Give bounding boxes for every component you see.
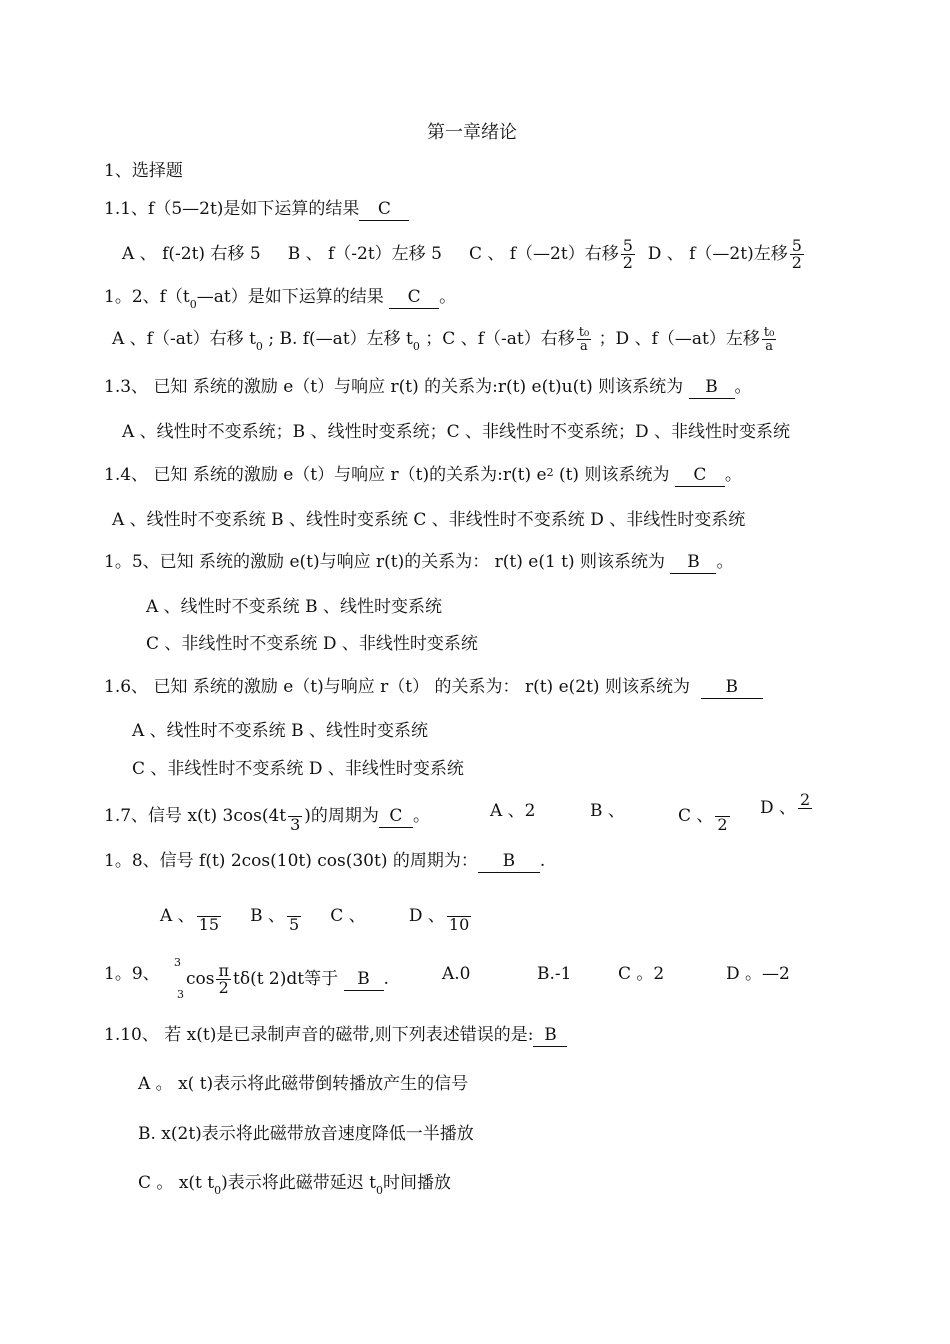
option-text: C 。 x(t t xyxy=(138,1173,215,1193)
question-1-5-options-ab: A 、线性时不变系统 B 、线性时变系统 xyxy=(146,597,442,617)
option-label: D 、 xyxy=(760,798,797,818)
question-1-10-option-b: B. x(2t)表示将此磁带放音速度降低一半播放 xyxy=(138,1124,474,1144)
question-1-6 xyxy=(104,676,763,699)
option-label: C 、 xyxy=(678,806,714,826)
option-c: C 、 xyxy=(330,906,366,926)
fraction: $\frac{\pi}{2}$ xyxy=(218,961,229,997)
page-title: 第一章绪论 xyxy=(427,122,517,143)
question-1-9-option-c: C 。2 xyxy=(618,964,665,984)
fraction: 2 xyxy=(798,792,812,825)
subscript: 0 xyxy=(375,1184,383,1197)
question-1-7-option-b: B 、 xyxy=(590,801,625,821)
subscript: 0 xyxy=(255,340,263,353)
question-1-7-option-a: A 、2 xyxy=(490,801,536,821)
cos-term: cos xyxy=(186,969,215,989)
fraction: 3 xyxy=(290,815,301,834)
option-a: A 、 f(-2t) 右移 5 xyxy=(122,244,261,264)
answer-blank: B xyxy=(533,1024,567,1047)
subscript: 0 xyxy=(189,298,197,311)
question-1-9 xyxy=(104,963,160,985)
answer-blank: B xyxy=(689,376,735,399)
option-b: B 、 f（-2t）左移 5 xyxy=(287,244,442,264)
question-1-3-options: A 、线性时不变系统；B 、线性时变系统；C 、非线性时不变系统；D 、非线性时变系统 xyxy=(122,422,791,442)
section-heading: 1、选择题 xyxy=(104,161,183,181)
question-1-10-option-a: A 。 x( t)表示将此磁带倒转播放产生的信号 xyxy=(138,1074,469,1094)
question-1-3 xyxy=(104,376,752,399)
integrand: tδ(t 2)dt xyxy=(233,969,305,989)
question-1-9-option-d: D 。—2 xyxy=(726,964,790,984)
punctuation: 。 xyxy=(412,806,430,826)
fraction: 15 xyxy=(198,915,220,934)
question-text: 1。2、f（t xyxy=(104,287,190,307)
question-1-7-option-d xyxy=(760,792,814,825)
option-c: C 、 f（—2t）右移 xyxy=(468,244,619,264)
fraction: 5 xyxy=(288,915,300,934)
question-1-2-options xyxy=(112,326,778,353)
question-1-8 xyxy=(104,850,545,873)
option-d: D 、 xyxy=(408,906,445,926)
option-d: ；D 、f（—at）左移 xyxy=(598,329,760,349)
punctuation: . xyxy=(383,969,389,989)
question-text: 1.4、 已知 系统的激励 e（t）与响应 r（t)的关系为:r(t) e xyxy=(104,465,547,485)
fraction: $\frac{\text{t₀}}{a}$ xyxy=(578,325,590,354)
option-b: B 、 xyxy=(250,906,285,926)
question-1-9-option-b: B.-1 xyxy=(537,964,572,984)
question-text: (t) 则该系统为 xyxy=(553,465,670,485)
question-1-1 xyxy=(104,198,409,221)
question-1-7-option-c xyxy=(678,800,732,833)
question-1-4 xyxy=(104,464,742,488)
question-1-8-options xyxy=(160,900,473,933)
option-text: 时间播放 xyxy=(382,1173,451,1193)
option-text: )表示将此磁带延迟 t xyxy=(221,1173,376,1193)
question-text: 1.10、 若 x(t)是已录制声音的磁带,则下列表述错误的是: xyxy=(104,1025,534,1045)
answer-blank: B xyxy=(670,551,716,574)
fraction: $\frac{5}{2}$ xyxy=(622,236,633,272)
equals-text: 等于 xyxy=(304,969,339,989)
punctuation: 。 xyxy=(716,552,734,572)
answer-blank: C xyxy=(389,286,439,309)
question-text: 1.1、f（5—2t)是如下运算的结果 xyxy=(104,199,360,219)
question-1-10-option-c xyxy=(138,1172,451,1196)
punctuation: . xyxy=(539,851,546,871)
fraction: 10 xyxy=(448,915,470,934)
question-text: —at）是如下运算的结果 xyxy=(196,287,384,307)
answer-blank: B xyxy=(701,676,763,699)
answer-blank: C xyxy=(675,464,725,487)
question-1-1-options xyxy=(122,238,806,271)
question-1-6-options-cd: C 、非线性时不变系统 D 、非线性时变系统 xyxy=(132,759,464,779)
option-b: ; B. f(—at）左移 t xyxy=(268,329,413,349)
question-text: 1.6、 已知 系统的激励 e（t)与响应 r（t） 的关系为： r(t) e(2t) 则该系统为 xyxy=(104,677,690,697)
integral-upper-limit: 3 xyxy=(174,956,181,969)
option-c: ；C 、f（-at）右移 xyxy=(425,329,575,349)
question-text: 1。5、已知 系统的激励 e(t)与响应 r(t)的关系为： r(t) e(1 t) 则该系统为 xyxy=(104,552,666,572)
question-1-4-options: A 、线性时不变系统 B 、线性时变系统 C 、非线性时不变系统 D 、非线性时变系统 xyxy=(112,510,746,530)
answer-blank: B xyxy=(478,850,540,873)
superscript: 2 xyxy=(546,466,554,479)
question-1-2 xyxy=(104,286,456,310)
integral-expression xyxy=(186,963,389,996)
answer-blank: B xyxy=(344,968,384,991)
fraction: $\frac{\text{t₀}}{a}$ xyxy=(763,325,775,354)
fraction: $\frac{5}{2}$ xyxy=(791,236,802,272)
question-1-5-options-cd: C 、非线性时不变系统 D 、非线性时变系统 xyxy=(146,634,478,654)
fraction: 2 xyxy=(717,815,728,834)
subscript: 0 xyxy=(214,1184,222,1197)
question-1-7 xyxy=(104,800,430,833)
question-1-9-option-a: A.0 xyxy=(442,964,471,984)
option-a: A 、 xyxy=(160,906,195,926)
question-1-5 xyxy=(104,551,733,574)
question-1-6-options-ab: A 、线性时不变系统 B 、线性时变系统 xyxy=(132,721,428,741)
option-d: D 、 f（—2t)左移 xyxy=(647,244,788,264)
punctuation: 。 xyxy=(724,465,742,485)
question-text: 1.7、信号 x(t) 3cos(4t xyxy=(104,806,287,826)
punctuation: 。 xyxy=(734,377,752,397)
answer-blank: C xyxy=(379,805,413,828)
option-a: A 、f（-at）右移 t xyxy=(112,329,256,349)
question-label: 1。9、 xyxy=(104,964,160,984)
punctuation: 。 xyxy=(439,287,457,307)
question-text: )的周期为 xyxy=(304,806,379,826)
question-1-10 xyxy=(104,1024,567,1047)
question-text: 1.3、 已知 系统的激励 e（t）与响应 r(t) 的关系为:r(t) e(t)u(t) 则该系统为 xyxy=(104,377,684,397)
question-text: 1。8、信号 f(t) 2cos(10t) cos(30t) 的周期为： xyxy=(104,851,478,871)
answer-blank: C xyxy=(359,198,409,221)
integral-lower-limit: 3 xyxy=(177,988,184,1001)
subscript: 0 xyxy=(412,340,420,353)
